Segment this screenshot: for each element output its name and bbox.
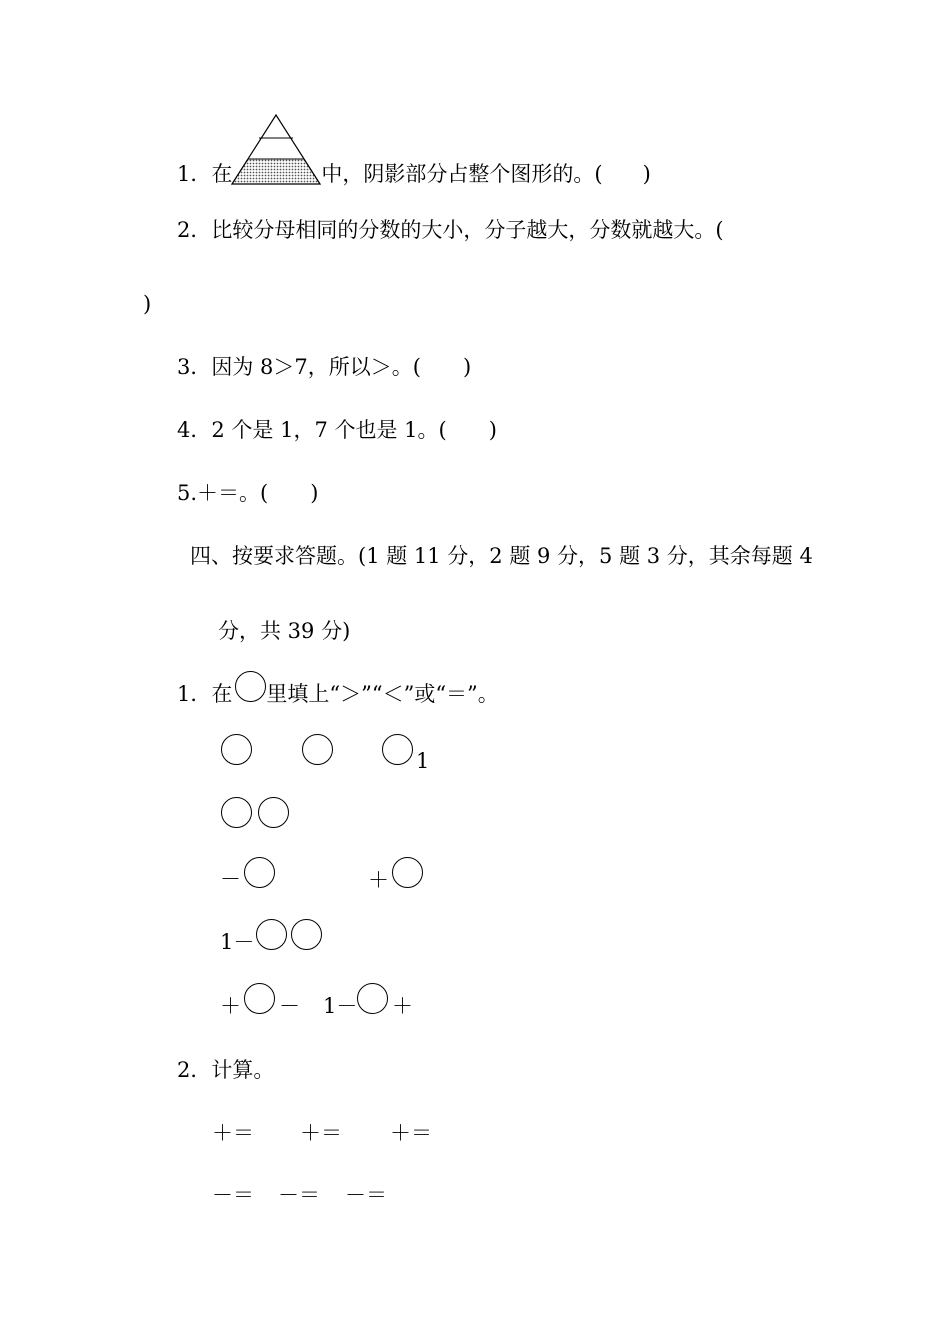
judge-item-4 xyxy=(177,420,497,441)
answer-circle[interactable] xyxy=(392,857,423,888)
add-expression: ＋＝ xyxy=(300,1121,342,1145)
q2-label: 计算。 xyxy=(211,1058,275,1082)
answer-circle[interactable] xyxy=(244,857,275,888)
plus-sign: ＋ xyxy=(368,868,389,892)
judge-item-3 xyxy=(177,357,471,378)
section-title-cont xyxy=(218,621,350,642)
item-text: 因为 8＞7，所以＞。( xyxy=(211,355,421,379)
section-title-line-1: 四、按要求答题。(1 题 11 分，2 题 9 分，5 题 3 分，其余每题 4 xyxy=(190,544,813,568)
triangle-figure-icon xyxy=(231,114,321,186)
item-number: 5. xyxy=(177,481,198,505)
close-paren: ) xyxy=(143,292,152,316)
sub-expression: －＝ xyxy=(345,1183,387,1207)
answer-circle[interactable] xyxy=(256,919,287,950)
q1-text-post: 里填上“＞”“＜”或“＝”。 xyxy=(266,682,499,706)
answer-circle[interactable] xyxy=(357,983,388,1014)
answer-circle[interactable] xyxy=(291,919,322,950)
minus-sign: － xyxy=(279,994,300,1018)
answer-circle[interactable] xyxy=(244,983,275,1014)
item-number: 1． xyxy=(177,162,212,186)
sub-expression: －＝ xyxy=(278,1183,320,1207)
item-number: 2． xyxy=(177,218,212,242)
close-paren: ) xyxy=(488,418,497,442)
add-expression: ＋＝ xyxy=(212,1121,254,1145)
close-paren: ) xyxy=(642,162,651,186)
item-text: 比较分母相同的分数的大小，分子越大，分数就越大。( xyxy=(211,218,724,242)
section-title xyxy=(190,546,813,567)
item-number: 1． xyxy=(177,682,212,706)
judge-item-2 xyxy=(177,220,724,241)
item-number: 3． xyxy=(177,355,212,379)
answer-circle[interactable] xyxy=(302,734,333,765)
item-number: 2． xyxy=(177,1058,212,1082)
close-paren: ) xyxy=(462,355,472,379)
one-minus: 1－ xyxy=(220,930,255,954)
judge-item-2-close xyxy=(143,294,151,315)
one-minus: 1－ xyxy=(323,994,358,1018)
q1-instruction xyxy=(177,684,499,705)
q2-heading xyxy=(177,1060,274,1081)
plus-sign: ＋ xyxy=(392,994,413,1018)
close-paren: ) xyxy=(310,481,319,505)
plus-sign: ＋ xyxy=(220,994,241,1018)
q1-text-pre: 在 xyxy=(211,682,233,706)
example-answer-circle xyxy=(235,671,266,702)
answer-circle[interactable] xyxy=(382,734,413,765)
item-text: ＋＝。( xyxy=(197,481,269,505)
add-expression: ＋＝ xyxy=(390,1121,432,1145)
judge-item-5 xyxy=(177,483,318,504)
answer-circle[interactable] xyxy=(221,734,252,765)
item-text-post: 中，阴影部分占整个图形的。( xyxy=(321,162,603,186)
item-text-pre: 在 xyxy=(211,162,233,186)
number-one: 1 xyxy=(416,749,430,773)
sub-expression: －＝ xyxy=(212,1183,254,1207)
minus-sign: － xyxy=(220,867,241,891)
section-title-line-2: 分，共 39 分) xyxy=(218,619,351,643)
item-text: 2 个是 1，7 个也是 1。( xyxy=(211,418,447,442)
item-number: 4． xyxy=(177,418,212,442)
answer-circle[interactable] xyxy=(258,797,289,828)
answer-circle[interactable] xyxy=(221,797,252,828)
